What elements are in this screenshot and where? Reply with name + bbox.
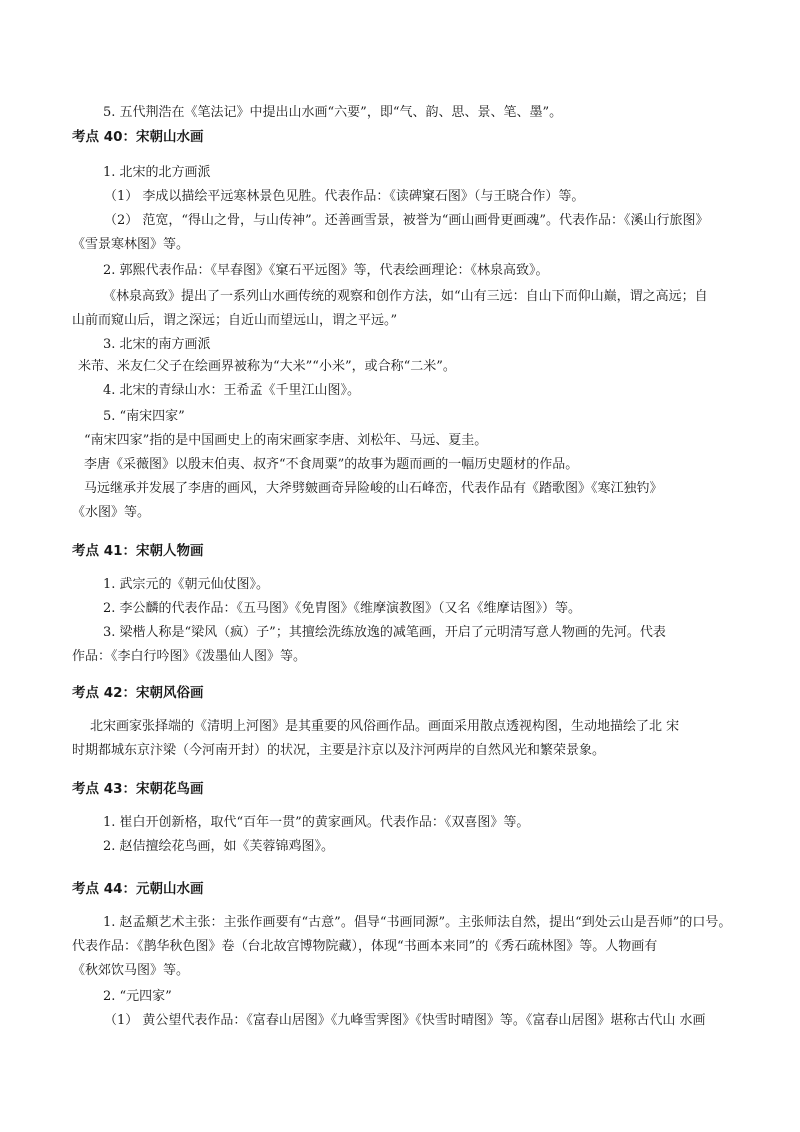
list-item: 3. 北宋的南方画派 — [103, 337, 211, 352]
paragraph-line: 李唐《采薇图》以殷末伯夷、叔齐“不食周粟”的故事为题而画的一幅历史题材的作品。 — [84, 457, 579, 472]
list-item: （2） 范宽，“得山之骨，与山传神”。还善画雪景，被誉为“画山画骨更画魂”。代表作品：《溪山行旅图》 — [104, 213, 709, 228]
heading-point-44: 考点 44：元朝山水画 — [72, 881, 204, 897]
heading-point-41: 考点 41：宋朝人物画 — [72, 543, 204, 559]
paragraph-line: 山前而窥山后，谓之深远；自近山而望远山，谓之平远。” — [72, 313, 398, 328]
list-item: 2. 赵佶擅绘花鸟画，如《芙蓉锦鸡图》。 — [103, 839, 335, 854]
paragraph-line: 《水图》等。 — [72, 505, 151, 520]
list-item: 1. 赵孟頫艺术主张：主张作画要有“古意”。倡导“书画同源”。主张师法自然，提出“到处云山是吾师”的口号。 — [103, 915, 732, 930]
list-item: 5. “南宋四家” — [103, 409, 185, 424]
paragraph-wudai-jinghao: 5. 五代荆浩在《笔法记》中提出山水画“六要”，即“气、韵、思、景、笔、墨”。 — [103, 105, 563, 120]
paragraph-line: 时期都城东京汴梁（今河南开封）的状况，主要是汴京以及汴河两岸的自然风光和繁荣景象。 — [72, 743, 606, 758]
list-item: 1. 武宗元的《朝元仙仗图》。 — [103, 577, 270, 592]
paragraph-line: 《秋郊饮马图》等。 — [72, 963, 190, 978]
list-item: 2. “元四家” — [103, 989, 172, 1004]
list-item: 1. 崔白开创新格，取代“百年一贯”的黄家画风。代表作品：《双喜图》等。 — [103, 815, 530, 830]
list-item: （1） 李成以描绘平远寒林景色见胜。代表作品：《读碑窠石图》（与王晓合作）等。 — [104, 189, 585, 204]
paragraph-line: 《林泉高致》提出了一系列山水画传统的观察和创作方法，如“山有三远：自山下而仰山巅，谓之高远；自 — [103, 289, 708, 304]
list-item: （1） 黄公望代表作品：《富春山居图》《九峰雪霁图》《快雪时晴图》等。《富春山居图》堪称古代山 水画 — [104, 1013, 706, 1028]
list-item: 3. 梁楷人称是“梁风（疯）子”；其擅绘洗练放逸的减笔画，开启了元明清写意人物画的先河。代表 — [103, 625, 666, 640]
heading-point-40: 考点 40：宋朝山水画 — [72, 129, 204, 145]
paragraph-line: 米芾、米友仁父子在绘画界被称为“大米”“小米”，或合称“二米”。 — [78, 359, 456, 374]
heading-point-42: 考点 42：宋朝风俗画 — [72, 685, 204, 701]
list-item: 4. 北宋的青绿山水：王希孟《千里江山图》。 — [103, 383, 361, 398]
list-item: 2. 郭熙代表作品：《早春图》《窠石平远图》等，代表绘画理论：《林泉高致》。 — [103, 263, 549, 278]
paragraph-line: 代表作品：《鹊华秋色图》卷（台北故宫博物院藏），体现“书画本来同”的《秀石疏林图》等。人物画有 — [72, 939, 658, 954]
paragraph-line: 马远继承并发展了李唐的画风，大斧劈皴画奇异险峻的山石峰峦，代表作品有《踏歌图》《寒江独钓》 — [84, 481, 663, 496]
heading-point-43: 考点 43：宋朝花鸟画 — [72, 781, 204, 797]
list-item: 《雪景寒林图》等。 — [72, 237, 190, 252]
list-item: 1. 北宋的北方画派 — [103, 165, 211, 180]
list-item: 2. 李公麟的代表作品：《五马图》《免胄图》《维摩演教图》（又名《维摩诘图》）等。 — [103, 601, 582, 616]
list-item: 作品：《李白行吟图》《泼墨仙人图》等。 — [72, 649, 307, 664]
paragraph-line: “南宋四家”指的是中国画史上的南宋画家李唐、刘松年、马远、夏圭。 — [84, 433, 488, 448]
paragraph-line: 北宋画家张择端的《清明上河图》是其重要的风俗画作品。画面采用散点透视构图，生动地描绘了北 宋 — [90, 719, 680, 734]
